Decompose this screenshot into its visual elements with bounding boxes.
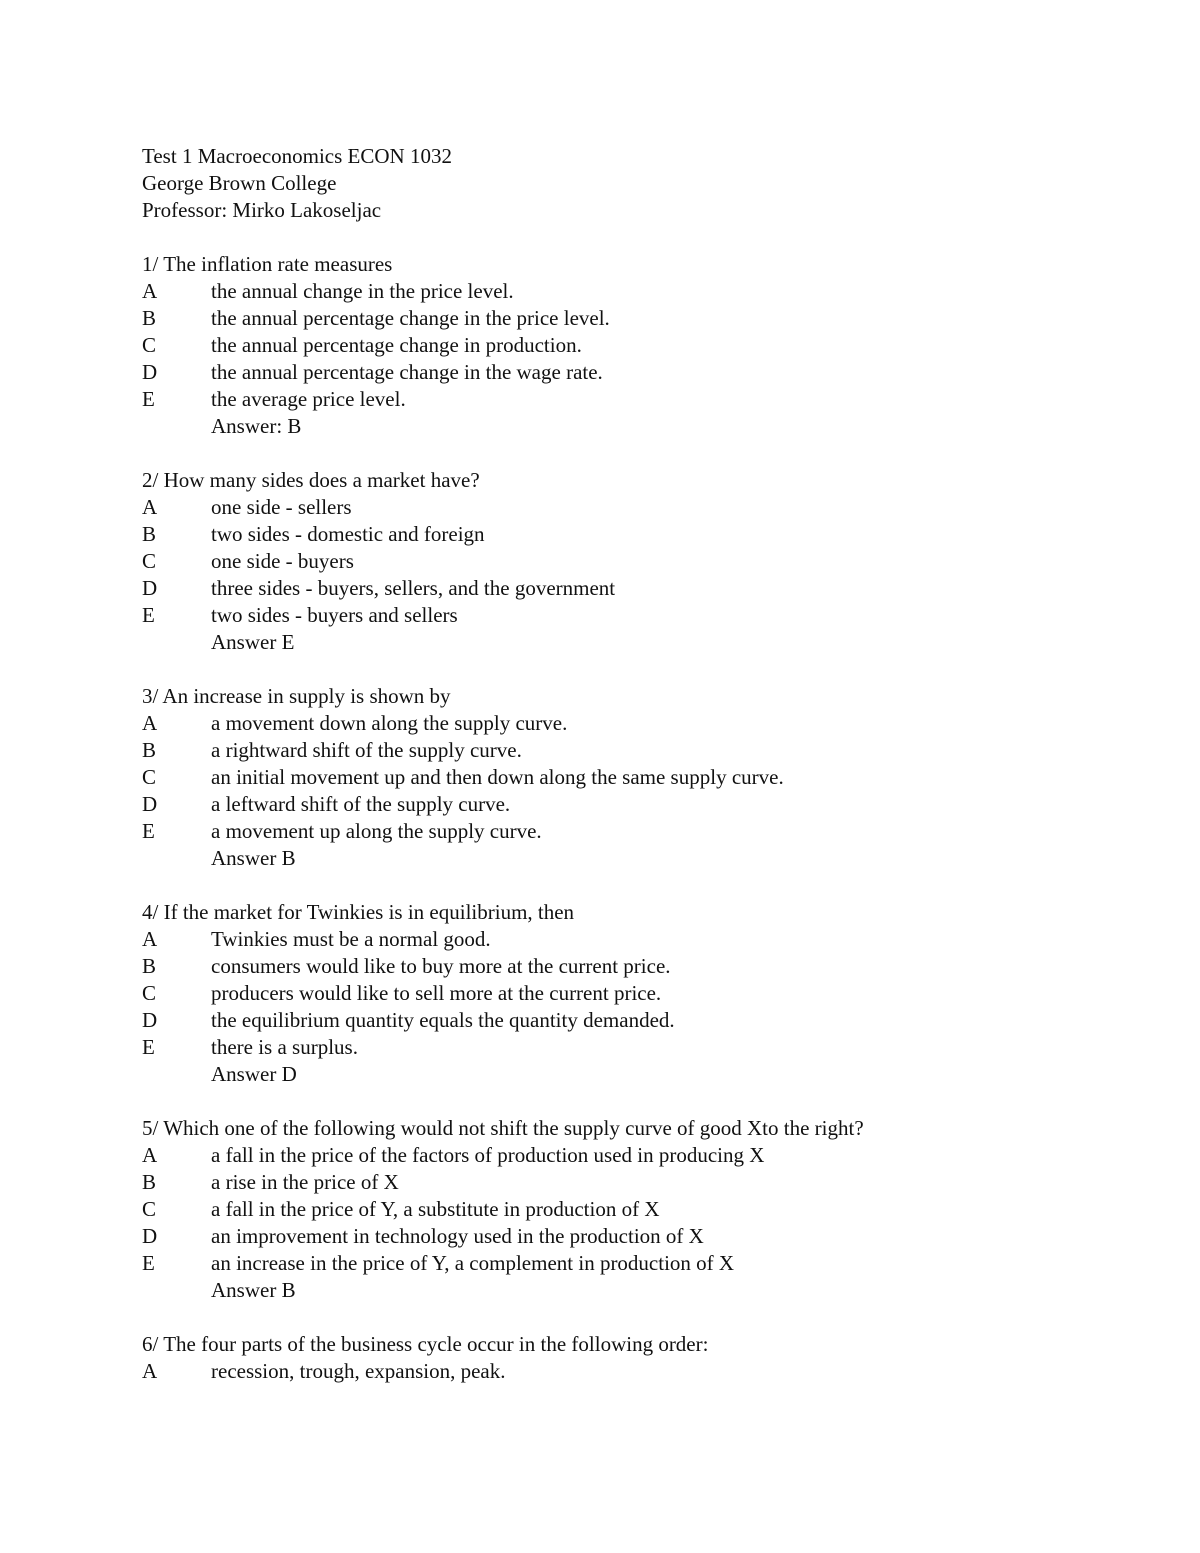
option-letter: A bbox=[142, 711, 158, 735]
option-letter: B bbox=[142, 1170, 157, 1194]
answer-option bbox=[142, 1358, 1142, 1385]
answer-option bbox=[142, 1007, 1142, 1034]
option-text: a rightward shift of the supply curve. bbox=[211, 738, 522, 762]
option-text: Twinkies must be a normal good. bbox=[211, 927, 491, 951]
option-letter: A bbox=[142, 495, 158, 519]
option-letter: E bbox=[142, 819, 155, 843]
spacer bbox=[142, 1088, 1142, 1115]
option-letter: C bbox=[142, 765, 157, 789]
answer-option bbox=[142, 521, 1142, 548]
option-text: the annual change in the price level. bbox=[211, 279, 514, 303]
option-letter: E bbox=[142, 603, 155, 627]
option-letter: A bbox=[142, 1143, 158, 1167]
spacer bbox=[142, 440, 1142, 467]
answer-option bbox=[142, 494, 1142, 521]
answer-option bbox=[142, 548, 1142, 575]
option-text: a fall in the price of Y, a substitute in production of X bbox=[211, 1197, 660, 1221]
option-letter: B bbox=[142, 522, 157, 546]
question-stem: 6/ The four parts of the business cycle occur in the following order: bbox=[142, 1332, 709, 1356]
answer-option bbox=[142, 1250, 1142, 1277]
question-stem: 4/ If the market for Twinkies is in equilibrium, then bbox=[142, 900, 575, 924]
answer-option bbox=[142, 1142, 1142, 1169]
option-text: the average price level. bbox=[211, 387, 406, 411]
answer-option bbox=[142, 1223, 1142, 1250]
question-block bbox=[142, 1115, 1142, 1304]
answer-option bbox=[142, 278, 1142, 305]
spacer bbox=[142, 872, 1142, 899]
option-text: three sides - buyers, sellers, and the government bbox=[211, 576, 616, 600]
option-letter: E bbox=[142, 387, 155, 411]
option-text: an improvement in technology used in the production of X bbox=[211, 1224, 704, 1248]
option-text: there is a surplus. bbox=[211, 1035, 358, 1059]
question-block bbox=[142, 683, 1142, 872]
question-stem: 3/ An increase in supply is shown by bbox=[142, 684, 451, 708]
option-text: a fall in the price of the factors of production used in producing X bbox=[211, 1143, 765, 1167]
answer-option bbox=[142, 305, 1142, 332]
option-letter: C bbox=[142, 1197, 157, 1221]
option-text: two sides - domestic and foreign bbox=[211, 522, 485, 546]
option-letter: E bbox=[142, 1035, 155, 1059]
option-text: producers would like to sell more at the current price. bbox=[211, 981, 662, 1005]
answer-key: Answer D bbox=[211, 1062, 297, 1086]
option-letter: B bbox=[142, 738, 157, 762]
option-text: a leftward shift of the supply curve. bbox=[211, 792, 511, 816]
question-stem: 5/ Which one of the following would not shift the supply curve of good Xto the right? bbox=[142, 1116, 864, 1140]
document-title: Test 1 Macroeconomics ECON 1032 bbox=[142, 144, 452, 168]
option-text: an initial movement up and then down along the same supply curve. bbox=[211, 765, 784, 789]
answer-option bbox=[142, 359, 1142, 386]
spacer bbox=[142, 656, 1142, 683]
option-text: the annual percentage change in production. bbox=[211, 333, 582, 357]
option-text: the annual percentage change in the price level. bbox=[211, 306, 610, 330]
question-block bbox=[142, 251, 1142, 440]
answer-option bbox=[142, 737, 1142, 764]
answer-option bbox=[142, 818, 1142, 845]
option-text: the annual percentage change in the wage rate. bbox=[211, 360, 603, 384]
professor-name: Professor: Mirko Lakoseljac bbox=[142, 198, 382, 222]
spacer bbox=[142, 1304, 1142, 1331]
answer-key: Answer: B bbox=[211, 414, 302, 438]
question-block bbox=[142, 899, 1142, 1088]
answer-option bbox=[142, 602, 1142, 629]
institution-name: George Brown College bbox=[142, 171, 337, 195]
option-text: a movement up along the supply curve. bbox=[211, 819, 542, 843]
answer-option bbox=[142, 764, 1142, 791]
answer-key: Answer E bbox=[211, 630, 295, 654]
answer-option bbox=[142, 953, 1142, 980]
question-block bbox=[142, 1331, 1142, 1385]
question-stem: 2/ How many sides does a market have? bbox=[142, 468, 480, 492]
option-letter: D bbox=[142, 1008, 158, 1032]
answer-option bbox=[142, 926, 1142, 953]
option-letter: D bbox=[142, 576, 158, 600]
answer-key: Answer B bbox=[211, 1278, 296, 1302]
option-letter: A bbox=[142, 279, 158, 303]
answer-option bbox=[142, 1196, 1142, 1223]
option-letter: A bbox=[142, 1359, 158, 1383]
answer-option bbox=[142, 1034, 1142, 1061]
option-text: recession, trough, expansion, peak. bbox=[211, 1359, 506, 1383]
spacer bbox=[142, 224, 1142, 251]
question-block bbox=[142, 467, 1142, 656]
answer-option bbox=[142, 980, 1142, 1007]
answer-option bbox=[142, 386, 1142, 413]
option-letter: E bbox=[142, 1251, 155, 1275]
document-page bbox=[142, 143, 1142, 1385]
option-text: one side - sellers bbox=[211, 495, 352, 519]
option-text: two sides - buyers and sellers bbox=[211, 603, 458, 627]
answer-option bbox=[142, 332, 1142, 359]
option-letter: D bbox=[142, 1224, 158, 1248]
option-letter: C bbox=[142, 981, 157, 1005]
answer-option bbox=[142, 710, 1142, 737]
option-text: consumers would like to buy more at the current price. bbox=[211, 954, 671, 978]
answer-option bbox=[142, 1169, 1142, 1196]
answer-key: Answer B bbox=[211, 846, 296, 870]
answer-option bbox=[142, 791, 1142, 818]
option-letter: D bbox=[142, 792, 158, 816]
option-letter: D bbox=[142, 360, 158, 384]
option-letter: A bbox=[142, 927, 158, 951]
option-letter: B bbox=[142, 306, 157, 330]
option-letter: C bbox=[142, 333, 157, 357]
answer-option bbox=[142, 575, 1142, 602]
question-stem: 1/ The inflation rate measures bbox=[142, 252, 393, 276]
option-letter: C bbox=[142, 549, 157, 573]
option-text: a rise in the price of X bbox=[211, 1170, 399, 1194]
option-letter: B bbox=[142, 954, 157, 978]
option-text: one side - buyers bbox=[211, 549, 354, 573]
option-text: a movement down along the supply curve. bbox=[211, 711, 568, 735]
question-list bbox=[142, 251, 1142, 1385]
option-text: the equilibrium quantity equals the quantity demanded. bbox=[211, 1008, 675, 1032]
option-text: an increase in the price of Y, a complement in production of X bbox=[211, 1251, 735, 1275]
